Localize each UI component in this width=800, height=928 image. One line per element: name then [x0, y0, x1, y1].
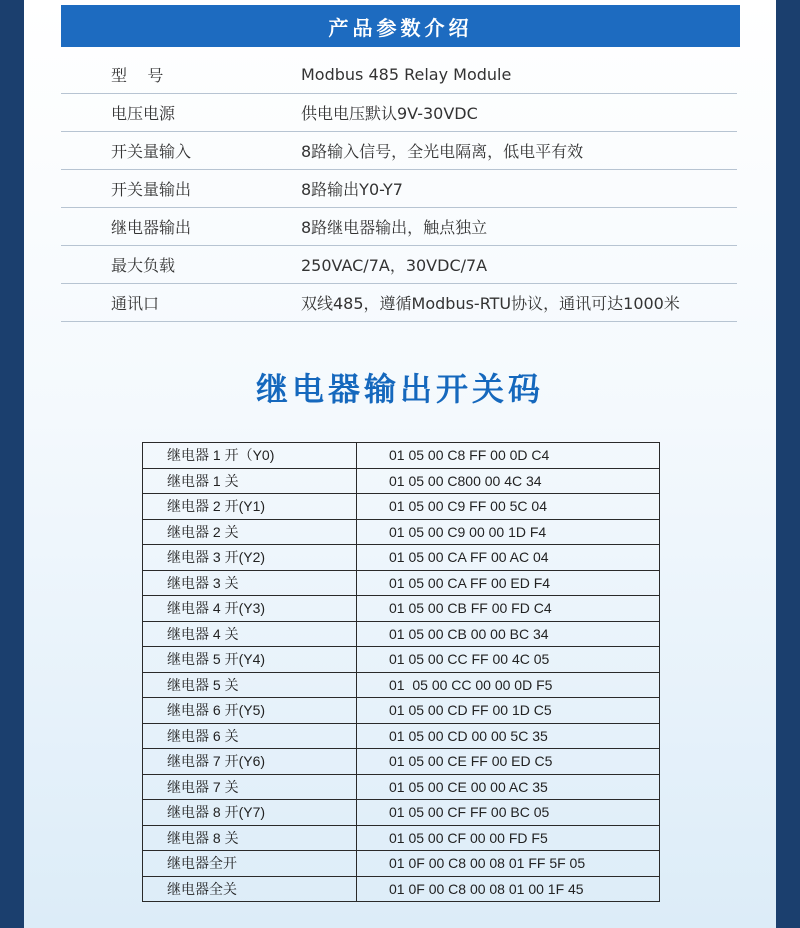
- relay-code-row: [143, 749, 660, 775]
- spec-key: 通讯口: [61, 284, 301, 322]
- relay-command-code: 01 05 00 CC 00 00 0D F5: [357, 672, 660, 698]
- spec-value: 8路输出Y0-Y7: [301, 170, 737, 208]
- relay-command-code: 01 05 00 CE FF 00 ED C5: [357, 749, 660, 775]
- relay-command-code: 01 0F 00 C8 00 08 01 00 1F 45: [357, 876, 660, 902]
- relay-command-code: 01 05 00 CE 00 00 AC 35: [357, 774, 660, 800]
- relay-command-code: 01 05 00 CF FF 00 BC 05: [357, 800, 660, 826]
- relay-code-row: [143, 519, 660, 545]
- relay-command-code: 01 05 00 CB 00 00 BC 34: [357, 621, 660, 647]
- relay-command-code: 01 05 00 CF 00 00 FD F5: [357, 825, 660, 851]
- relay-command-name: 继电器 7 关: [143, 774, 357, 800]
- spec-row: [61, 56, 737, 94]
- relay-command-code: 01 05 00 CD 00 00 5C 35: [357, 723, 660, 749]
- relay-command-name: 继电器 2 开(Y1): [143, 494, 357, 520]
- relay-code-row: [143, 774, 660, 800]
- relay-code-row: [143, 621, 660, 647]
- header-title: 产品参数介绍: [328, 15, 473, 40]
- spec-key: 最大负载: [61, 246, 301, 284]
- relay-code-row: [143, 800, 660, 826]
- relay-command-name: 继电器 7 开(Y6): [143, 749, 357, 775]
- relay-command-name: 继电器全关: [143, 876, 357, 902]
- relay-command-name: 继电器 6 关: [143, 723, 357, 749]
- relay-command-name: 继电器 8 开(Y7): [143, 800, 357, 826]
- relay-command-name: 继电器 6 开(Y5): [143, 698, 357, 724]
- spec-value: Modbus 485 Relay Module: [301, 56, 737, 94]
- spec-key: 开关量输入: [61, 132, 301, 170]
- spec-value: 250VAC/7A，30VDC/7A: [301, 246, 737, 284]
- relay-code-row: [143, 825, 660, 851]
- relay-command-code: 01 05 00 CB FF 00 FD C4: [357, 596, 660, 622]
- relay-command-name: 继电器 1 关: [143, 468, 357, 494]
- spec-value: 8路输入信号，全光电隔离，低电平有效: [301, 132, 737, 170]
- relay-command-code: 01 05 00 C8 FF 00 0D C4: [357, 443, 660, 469]
- relay-command-code: 01 05 00 CC FF 00 4C 05: [357, 647, 660, 673]
- relay-command-name: 继电器 4 开(Y3): [143, 596, 357, 622]
- relay-command-code: 01 05 00 CD FF 00 1D C5: [357, 698, 660, 724]
- section-header: [61, 5, 740, 47]
- relay-command-code: 01 05 00 C800 00 4C 34: [357, 468, 660, 494]
- spec-key: 继电器输出: [61, 208, 301, 246]
- relay-code-row: [143, 647, 660, 673]
- spec-key: 电压电源: [61, 94, 301, 132]
- relay-command-name: 继电器 2 关: [143, 519, 357, 545]
- relay-code-row: [143, 596, 660, 622]
- spec-value: 8路继电器输出，触点独立: [301, 208, 737, 246]
- relay-command-name: 继电器 3 开(Y2): [143, 545, 357, 571]
- spec-key: 型 号: [61, 56, 301, 94]
- relay-command-name: 继电器 8 关: [143, 825, 357, 851]
- relay-code-table: [142, 442, 660, 902]
- relay-command-name: 继电器 3 关: [143, 570, 357, 596]
- spec-row: [61, 246, 737, 284]
- spec-key: 开关量输出: [61, 170, 301, 208]
- relay-code-row: [143, 672, 660, 698]
- relay-code-row: [143, 545, 660, 571]
- relay-command-code: 01 05 00 C9 FF 00 5C 04: [357, 494, 660, 520]
- spec-row: [61, 170, 737, 208]
- relay-code-row: [143, 876, 660, 902]
- spec-value: 供电电压默认9V-30VDC: [301, 94, 737, 132]
- relay-command-name: 继电器 4 关: [143, 621, 357, 647]
- relay-command-name: 继电器 5 开(Y4): [143, 647, 357, 673]
- spec-row: [61, 94, 737, 132]
- relay-code-row: [143, 698, 660, 724]
- relay-command-name: 继电器 5 关: [143, 672, 357, 698]
- relay-code-row: [143, 468, 660, 494]
- relay-code-row: [143, 570, 660, 596]
- spec-row: [61, 284, 737, 322]
- spec-value: 双线485，遵循Modbus-RTU协议，通讯可达1000米: [301, 284, 737, 322]
- spec-row: [61, 208, 737, 246]
- relay-command-code: 01 05 00 CA FF 00 AC 04: [357, 545, 660, 571]
- relay-command-code: 01 05 00 CA FF 00 ED F4: [357, 570, 660, 596]
- relay-command-name: 继电器 1 开（Y0): [143, 443, 357, 469]
- relay-code-row: [143, 723, 660, 749]
- relay-command-name: 继电器全开: [143, 851, 357, 877]
- relay-command-code: 01 0F 00 C8 00 08 01 FF 5F 05: [357, 851, 660, 877]
- relay-command-code: 01 05 00 C9 00 00 1D F4: [357, 519, 660, 545]
- relay-code-row: [143, 443, 660, 469]
- spec-row: [61, 132, 737, 170]
- relay-code-row: [143, 494, 660, 520]
- spec-table: [61, 56, 737, 322]
- relay-code-title: 继电器输出开关码: [255, 370, 544, 408]
- relay-code-row: [143, 851, 660, 877]
